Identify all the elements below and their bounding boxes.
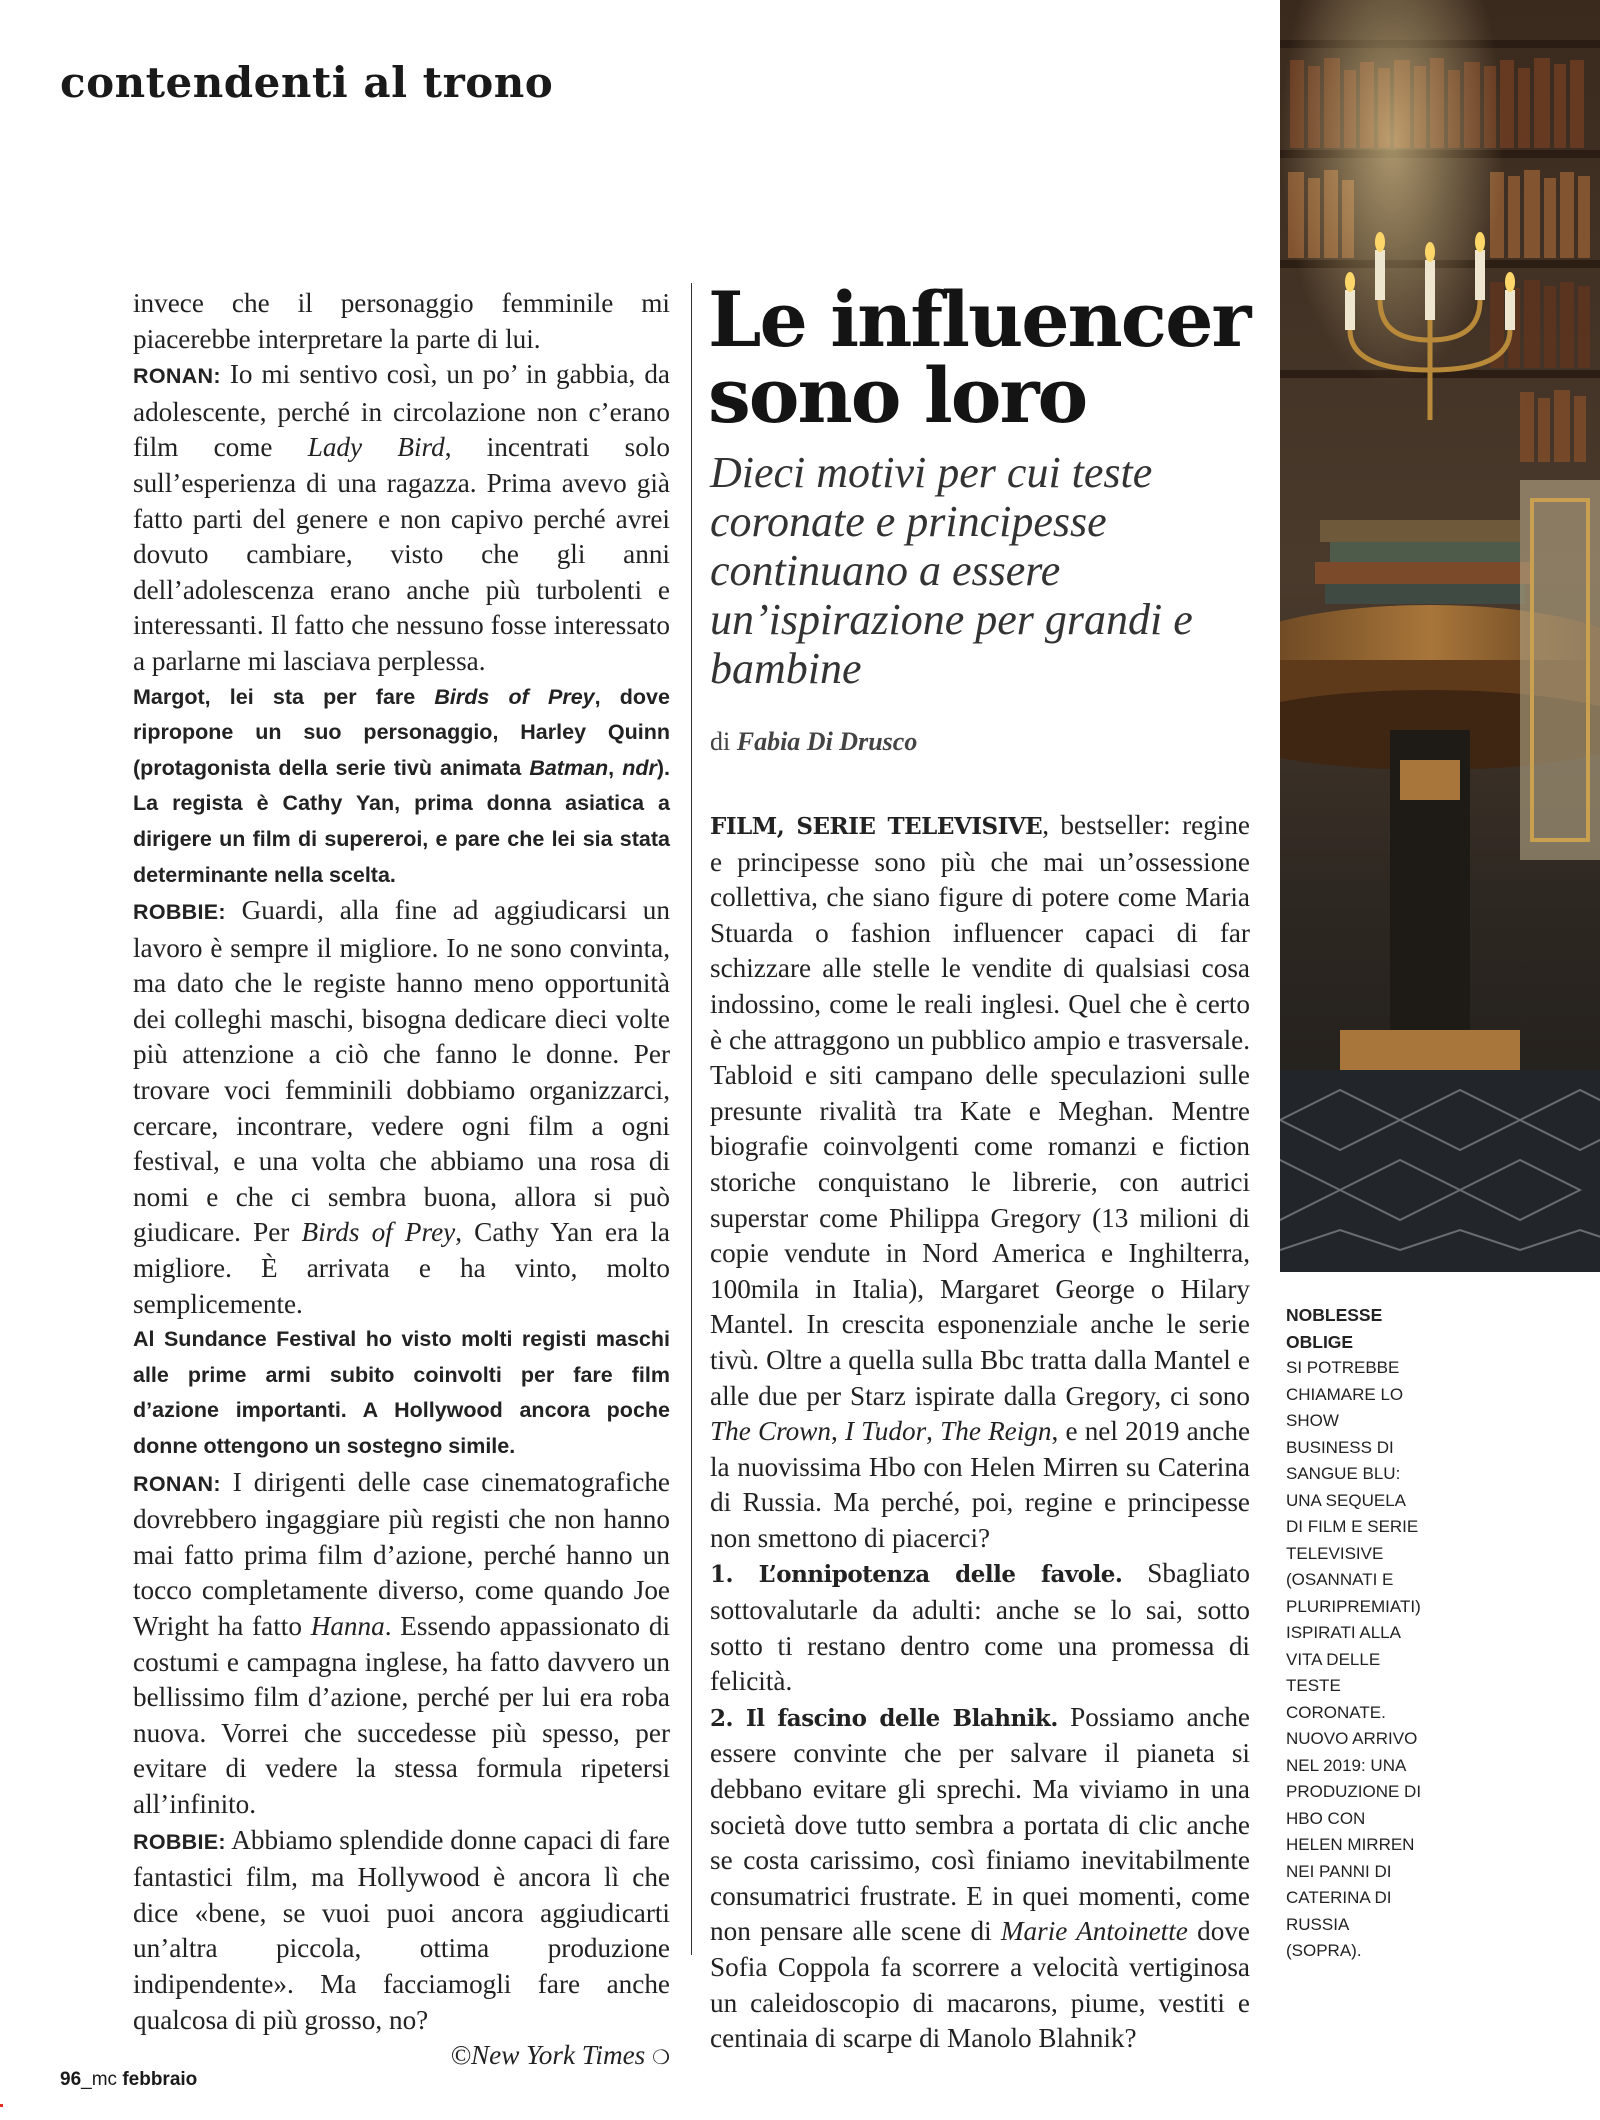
- interview-question: Al Sundance Festival ho visto molti registi maschi alle prime armi subito coinvolti per fare film d’azione importanti. A Hollywood ancora poche donne ottengono un sostegno simile.: [133, 1327, 670, 1458]
- column-divider: [691, 283, 692, 1955]
- point-title: 2. Il fascino delle Blahnik.: [710, 1704, 1058, 1732]
- photo-royal-library: [1280, 0, 1600, 1272]
- article-body: [710, 808, 1250, 2057]
- speaker-label: ROBBIE:: [133, 900, 226, 925]
- section-heading: contendenti al trono: [60, 58, 554, 107]
- author-name: Fabia Di Drusco: [736, 727, 918, 756]
- issue-month: febbraio: [122, 2069, 198, 2090]
- interview-paragraph: RONAN: I dirigenti delle case cinematografiche dovrebbero ingaggiare più registi che non hanno mai fatto prima film d’azione, perché hanno un tocco completamente diverso, come quando Joe Wright ha fatto Hanna. Essendo appassionato di costumi e campagna inglese, ha fatto davvero un bellissimo film d’azione, perché per lui era roba nuova. Vorrei che succedesse più spesso, per evitare di vedere la stessa formula ripetersi all’infinito.: [133, 1466, 671, 1819]
- end-mark-icon: ❍: [652, 2047, 670, 2070]
- speaker-label: RONAN:: [133, 1471, 221, 1496]
- caption-text: SI POTREBBE CHIAMARE LO SHOW BUSINESS DI SANGUE BLU: UNA SEQUELA DI FILM E SERIE TELEVISIVE (OSANNATI E PLURIPREMIATI) ISPIRATI ALLA VITA DELLE TESTE CORONATE. NUOVO ARRIVO NEL 2019: UNA PRODUZIONE DI HBO CON HELEN MIRREN NEI PANNI DI CATERINA DI RUSSIA (SOPRA).: [1286, 1358, 1422, 1960]
- interview-paragraph: invece che il personaggio femminile mi piacerebbe interpretare la parte di lui. RONAN: Io mi sentivo così, un po’ in gabbia, da adolescente, perché in circolazione non c’erano film come Lady Bird, incentrati solo sull’esperienza di una ragazza. Prima avevo già fatto parti del genere e non capivo perché avrei dovuto cambiare, visto che gli anni dell’adolescenza erano anche più turbolenti e interessanti. Il fatto che nessuno fosse interessato a parlarne mi lasciava perplessa.: [133, 288, 670, 676]
- lead-in: FILM, SERIE TELEVISIVE: [710, 813, 1043, 840]
- article-title: Le influencer sono loro: [708, 275, 1250, 440]
- interview-paragraph: ROBBIE: Guardi, alla fine ad aggiudicarsi un lavoro è sempre il migliore. Io ne sono convinta, ma dato che le registe hanno meno opportunità dei colleghi maschi, bisogna dedicare dieci volte più attenzione a ciò che fanno le donne. Per trovare voci femminili dobbiamo organizzarci, cercare, incontrare, vedere ogni film a ogni festival, e una volta che abbiamo una rosa di nomi e che ci sembra buona, allora si può giudicare. Per Birds of Prey, Cathy Yan era la migliore. È arrivata e ha vinto, molto semplicemente.: [133, 895, 670, 1319]
- interview-column: [133, 286, 670, 2077]
- accent-dot: [0, 2104, 3, 2107]
- page-folio: 96_mc febbraio: [60, 2069, 198, 2090]
- interview-paragraph: ROBBIE: Abbiamo splendide donne capaci di fare fantastici film, ma Hollywood è ancora lì che dice «bene, se vuoi puoi ancora aggiudicarti un’altra piccola, ottima produzione indipendente». Ma facciamogli fare anche qualcosa di più grosso, no?: [133, 1824, 670, 2035]
- photo-caption: [1286, 1302, 1426, 1965]
- article-subtitle: Dieci motivi per cui teste coronate e principesse continuano a essere un’ispirazione per grandi e bambine: [710, 448, 1193, 693]
- point-title: 1. L’onnipotenza delle favole.: [710, 1561, 1123, 1589]
- byline: di Fabia Di Drusco: [710, 727, 918, 756]
- interview-question: Margot, lei sta per fare Birds of Prey, dove ripropone un suo personaggio, Harley Quinn (protagonista della serie tivù animata Batman, ndr). La regista è Cathy Yan, prima donna asiatica a dirigere un film di supereroi, e pare che lei sia stata determinante nella scelta.: [133, 684, 670, 887]
- caption-title: NOBLESSE OBLIGE: [1286, 1305, 1383, 1352]
- credit-line: ©New York Times ❍: [450, 2040, 670, 2071]
- article-paragraph: FILM, SERIE TELEVISIVE, bestseller: regine e principesse sono più che mai un’ossessione collettiva, che siano figure di potere come Maria Stuarda o fashion influencer capaci di far schizzare alle stelle le vendite di qualsiasi cosa indossino, come le reali inglesi. Quel che è certo è che attraggono un pubblico ampio e trasversale. Tabloid e siti campano delle speculazioni sulle presunte rivalità tra Kate e Meghan. Mentre biografie coinvolgenti come romanzi e fiction storiche conquistano le librerie, con autrici superstar come Philippa Gregory (13 milioni di copie vendute in Nord America e Inghilterra, 100mila in Italia), Margaret George o Hilary Mantel. In crescita esponenziale anche le serie tivù. Oltre a quella sulla Bbc tratta dalla Mantel e alle due per Starz ispirate dalla Gregory, ci sono The Crown, I Tudor, The Reign, e nel 2019 anche la nuovissima Hbo con Helen Mirren su Caterina di Russia. Ma perché, poi, regine e principesse non smettono di piacerci?: [710, 810, 1251, 1553]
- speaker-label: ROBBIE:: [133, 1829, 226, 1854]
- article-point: 2. Il fascino delle Blahnik. Possiamo anche essere convinte che per salvare il pianeta si debbano evitare gli sprechi. Ma viviamo in una società dove tutto sembra a portata di clic anche se costa carissimo, così finiamo inevitabilmente consumatrici frustrate. E in quei momenti, come non pensare alle scene di Marie Antoinette dove Sofia Coppola fa scorrere a velocità vertiginosa un caleidoscopio di macarons, piume, vestiti e centinaia di scarpe di Manolo Blahnik?: [710, 1701, 1250, 2054]
- article-point: 1. L’onnipotenza delle favole. Sbagliato sottovalutarle da adulti: anche se lo sai, sotto sotto ti restano dentro come una promessa di felicità.: [710, 1558, 1250, 1697]
- page-number: 96: [60, 2069, 82, 2090]
- speaker-label: RONAN:: [133, 364, 221, 389]
